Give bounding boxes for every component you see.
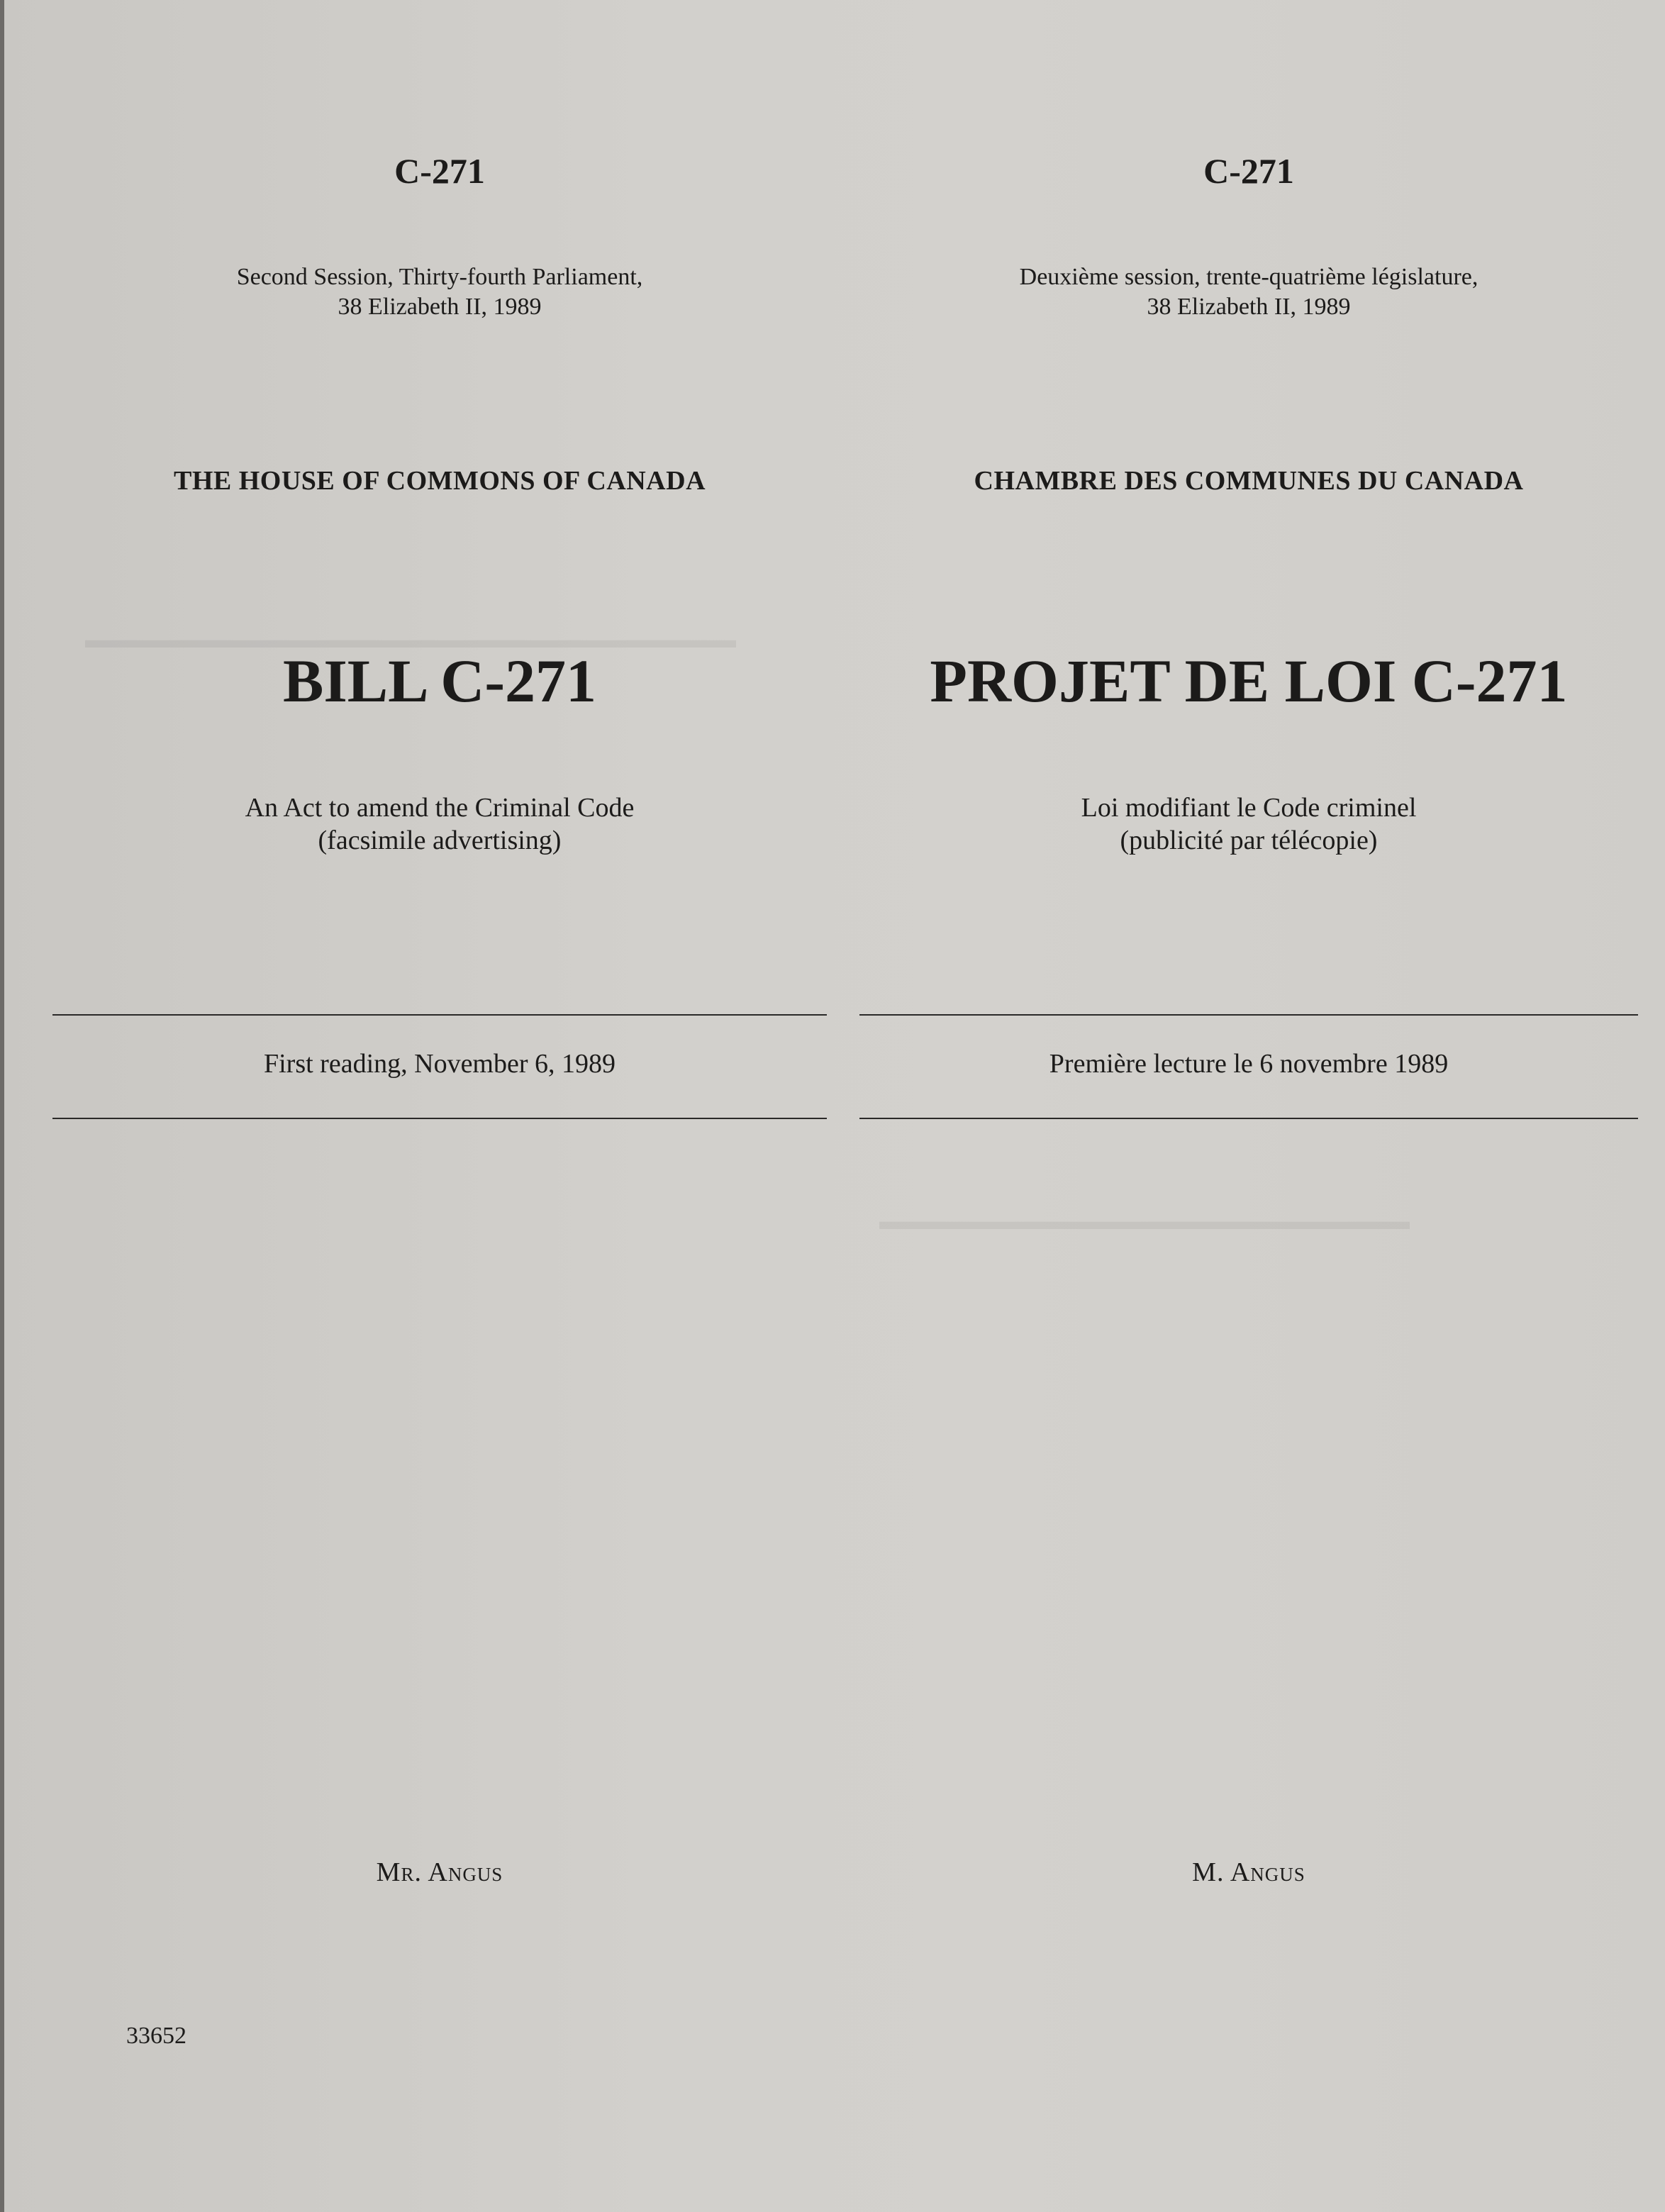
sponsor-name: Mr. Angus bbox=[376, 1857, 503, 1887]
bill-title: PROJET DE LOI C-271 bbox=[930, 647, 1568, 715]
show-through-ghost: ▬▬▬▬▬▬▬▬▬▬▬▬▬▬▬▬▬▬▬▬▬▬ bbox=[879, 1208, 1410, 1235]
page-edge-shadow bbox=[0, 0, 4, 2212]
bill-number: C-271 bbox=[394, 151, 485, 191]
bill-subtitle bbox=[859, 791, 1638, 857]
house-heading: THE HOUSE OF COMMONS OF CANADA bbox=[173, 466, 706, 496]
divider-rule bbox=[859, 1014, 1638, 1016]
session-year-line: 38 Elizabeth II, 1989 bbox=[338, 294, 542, 320]
show-through-ghost: ▬▬▬▬▬▬▬▬▬▬▬▬▬▬▬▬▬▬▬▬▬▬▬▬▬▬▬ bbox=[85, 627, 736, 653]
subtitle-qualifier: (facsimile advertising) bbox=[318, 826, 562, 855]
reading-date: First reading, November 6, 1989 bbox=[263, 1049, 616, 1079]
subtitle-line: An Act to amend the Criminal Code bbox=[245, 793, 635, 823]
session-line: Second Session, Thirty-fourth Parliament, bbox=[236, 264, 643, 290]
house-heading: CHAMBRE DES COMMUNES DU CANADA bbox=[974, 466, 1524, 496]
reading-date: Première lecture le 6 novembre 1989 bbox=[1049, 1049, 1449, 1079]
subtitle-qualifier: (publicité par télécopie) bbox=[1120, 826, 1378, 855]
divider-rule bbox=[52, 1118, 827, 1119]
divider-rule bbox=[859, 1118, 1638, 1119]
session-year-line: 38 Elizabeth II, 1989 bbox=[1147, 294, 1351, 320]
bill-title: BILL C-271 bbox=[282, 647, 597, 715]
bill-subtitle bbox=[52, 791, 827, 857]
divider-rule bbox=[52, 1014, 827, 1016]
session-info bbox=[859, 262, 1638, 322]
session-info bbox=[52, 262, 827, 322]
french-column bbox=[859, 0, 1638, 2212]
bill-number: C-271 bbox=[1203, 151, 1294, 191]
subtitle-line: Loi modifiant le Code criminel bbox=[1081, 793, 1417, 823]
english-column bbox=[52, 0, 827, 2212]
sponsor-name: M. Angus bbox=[1192, 1857, 1305, 1887]
document-number: 33652 bbox=[126, 2023, 186, 2049]
session-line: Deuxième session, trente-quatrième législature, bbox=[1019, 264, 1479, 290]
